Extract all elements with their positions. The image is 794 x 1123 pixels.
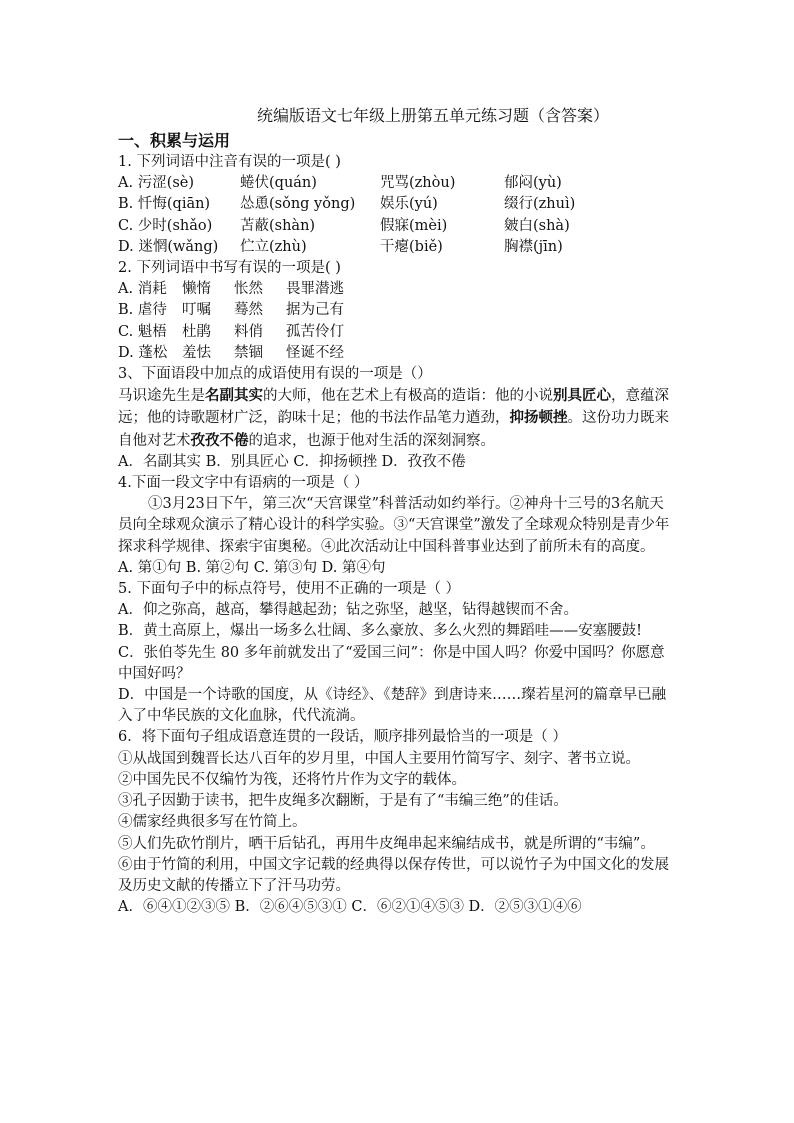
question-2-option-b: B. 虐待 叮嘱 蓦然 据为己有 <box>118 302 344 319</box>
question-2 <box>118 258 678 364</box>
question-6-item: ①从战国到魏晋长达八百年的岁月里，中国人主要用竹简写字、刻字、著书立说。 <box>118 750 640 767</box>
document-page <box>118 102 678 918</box>
page-title: 统编版语文七年级上册第五单元练习题（含答案） <box>256 106 609 125</box>
question-4-passage: ①3月23日下午，第三次“天宫课堂”科普活动如约举行。②神舟十三号的3名航天员向全球观众演示了精心设计的科学实验。③“天宫课堂”激发了全球观众特别是青少年探求科学规律、探索宇宙奥秘。④此次活动让中国科普事业达到了前所未有的高度。 <box>118 496 670 555</box>
question-5-option-a: A．仰之弥高，越高，攀得越起劲；钻之弥坚，越坚，钻得越锲而不舍。 <box>118 602 578 619</box>
question-5-option-b: B．黄土高原上，爆出一场多么壮阔、多么豪放、多么火烈的舞蹈哇——安塞腰鼓! <box>118 623 642 640</box>
question-4-stem: 4.下面一段文字中有语病的一项是（ ） <box>118 475 369 492</box>
question-6-item: ②中国先民不仅编竹为筏，还将竹片作为文字的载体。 <box>118 771 466 788</box>
question-3-passage: 马识途先生是名副其实的大师，他在艺术上有极高的造诣：他的小说别具匠心，意蕴深远；他的诗歌题材广泛，韵味十足；他的书法作品笔力遒劲，抑扬顿挫。这份功力既来自他对艺术孜孜不倦的追求，也源于他对生活的深刻洞察。 <box>118 387 669 449</box>
question-2-stem: 2. 下列词语中书写有误的一项是( ) <box>118 260 341 277</box>
question-5-stem: 5. 下面句子中的标点符号，使用不正确的一项是（ ） <box>118 581 461 598</box>
question-5-option-c: C．张伯苓先生 80 多年前就发出了“爱国三问”：你是中国人吗？你爱中国吗？你愿意中国好吗？ <box>118 644 665 682</box>
marked-idiom: 孜孜不倦 <box>190 431 249 449</box>
question-6 <box>118 727 678 918</box>
question-4 <box>118 473 678 579</box>
question-2-option-a: A. 消耗 懒惰 怅然 畏罪潜逃 <box>118 281 344 298</box>
question-3-options: A．名副其实 B．别具匠心 C．抑扬顿挫 D．孜孜不倦 <box>118 453 466 470</box>
question-6-item: ③孔子因勤于读书，把牛皮绳多次翻断，于是有了“韦编三绝”的佳话。 <box>118 793 568 810</box>
question-6-item: ⑤人们先砍竹削片，晒干后钻孔，再用牛皮绳串起来编结成书，就是所谓的“韦编”。 <box>118 835 655 852</box>
marked-idiom: 别具匠心 <box>553 387 611 405</box>
question-3 <box>118 364 678 473</box>
question-1-option-b: B. 忏悔(qiān) 怂恿(sǒng yǒng) 娱乐(yú) 缀行(zhuì) <box>118 196 576 213</box>
question-5-option-d: D．中国是一个诗歌的国度，从《诗经》、《楚辞》到唐诗来……璨若星河的篇章早已融入了中华民族的文化血脉，代代流淌。 <box>118 687 667 725</box>
question-2-option-d: D. 蓬松 羞怯 禁锢 怪诞不经 <box>118 344 344 361</box>
question-3-stem: 3、下面语段中加点的成语使用有误的一项是（） <box>118 366 432 383</box>
question-6-item: ④儒家经典很多写在竹简上。 <box>118 814 307 831</box>
question-4-options: A. 第①句 B. 第②句 C. 第③句 D. 第④句 <box>118 559 386 576</box>
marked-idiom: 名副其实 <box>205 387 263 405</box>
question-1-stem: 1. 下列词语中注音有误的一项是( ) <box>118 154 341 170</box>
marked-idiom: 抑扬顿挫 <box>509 409 568 427</box>
question-6-options: A．⑥④①②③⑤ B．②⑥④⑤③① C．⑥②①④⑤③ D．②⑤③①④⑥ <box>118 899 582 916</box>
question-1-option-c: C. 少时(shǎo) 苫蔽(shàn) 假寐(mèi) 皴白(shà) <box>118 217 570 234</box>
question-1-option-a: A. 污涩(sè) 蜷伏(quán) 咒骂(zhòu) 郁闷(yù) <box>118 175 562 192</box>
question-1 <box>118 152 678 258</box>
question-5 <box>118 579 678 727</box>
section-heading: 一、积累与运用 <box>118 131 231 150</box>
question-6-stem: 6．将下面句子组成语意连贯的一段话，顺序排列最恰当的一项是（ ） <box>118 729 567 746</box>
question-2-option-c: C. 魁梧 杜鹃 料俏 孤苦伶仃 <box>118 323 344 340</box>
question-6-item: ⑥由于竹简的利用，中国文字记载的经典得以保存传世，可以说竹子为中国文化的发展及历史文献的传播立下了汗马功劳。 <box>118 856 669 894</box>
question-1-option-d: D. 迷惘(wǎng) 伫立(zhù) 干瘪(biě) 胸襟(jīn) <box>118 238 563 255</box>
